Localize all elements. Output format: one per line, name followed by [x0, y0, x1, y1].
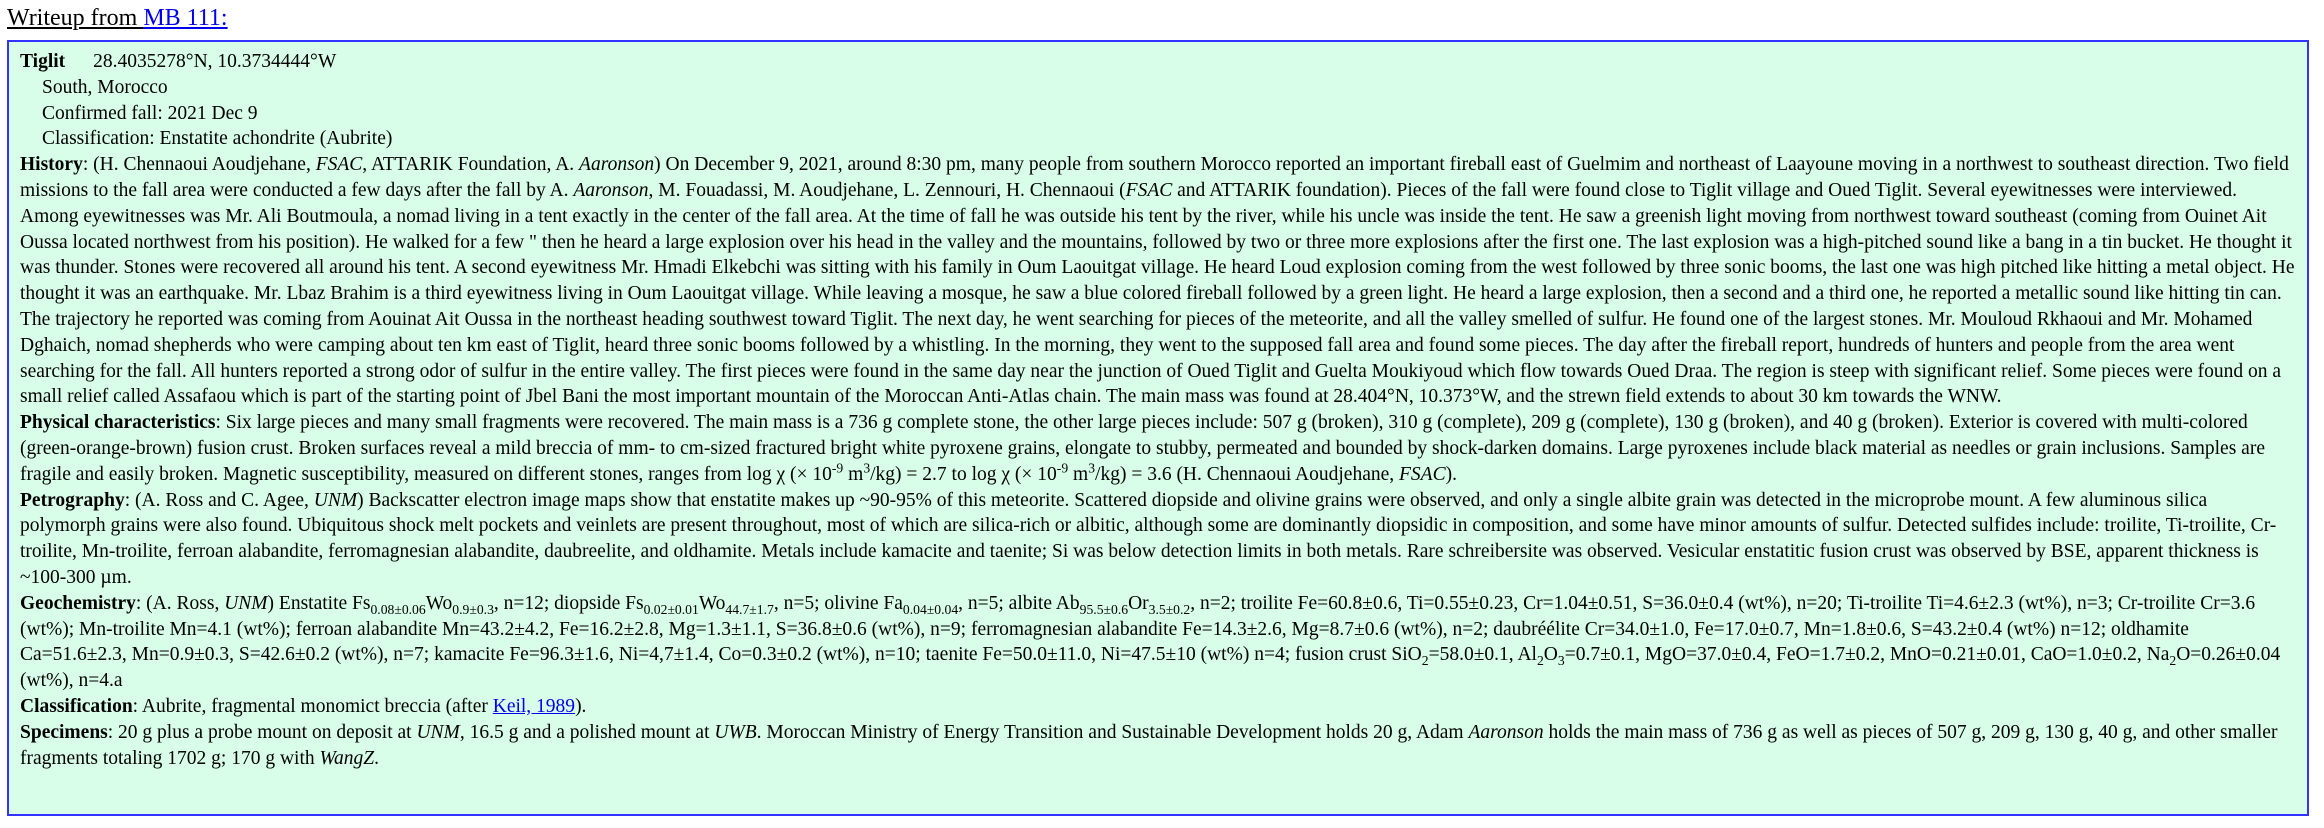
- petrography-label: Petrography: [20, 489, 125, 511]
- physical-label: Physical characteristics: [20, 412, 216, 434]
- meteorite-location: South, Morocco: [42, 76, 168, 98]
- meteorite-fall: Confirmed fall: 2021 Dec 9: [42, 102, 258, 124]
- classification-paragraph: Classification: Aubrite, fragmental monomict breccia (after Keil, 1989).: [20, 695, 587, 717]
- petrography-paragraph: Petrography: (A. Ross and C. Agee, UNM) Backscatter electron image maps show that enstatite makes up ~90-95% of this meteorite. Scattered diopside and olivine grains were observed, and only a single albite grain was detected in the microprobe mount. A few aluminous silica polymorph grains were also found. Ubiquitous shock melt pockets and veinlets are present throughout, most of which are silica-rich or albitic, although some are dominantly diopsidic in composition, and some have minor amounts of sulfur. Detected sulfides include: troilite, Ti-troilite, Cr-troilite, Mn-troilite, ferroan alabandite, ferromagnesian alabandite, daubreelite, and oldhamite. Metals include kamacite and taenite; Si was below detection limits in both metals. Rare schreibersite was observed. Vesicular enstatitic fusion crust was observed by BSE, apparent thickness is ~100-300 µm.: [20, 489, 2277, 588]
- mb111-link[interactable]: MB 111:: [143, 5, 228, 31]
- keil-1989-link[interactable]: Keil, 1989: [492, 695, 576, 717]
- meteorite-header: [20, 49, 2296, 75]
- specimens-paragraph: Specimens: 20 g plus a probe mount on deposit at UNM, 16.5 g and a polished mount at UWB. Moroccan Ministry of Energy Transition and Sustainable Development holds 20 g, Adam Aaronson holds the main mass of 736 g as well as pieces of 507 g, 209 g, 130 g, 40 g, and other smaller fragments totaling 1702 g; 170 g with WangZ.: [20, 721, 2278, 769]
- meteorite-coordinates: 28.4035278°N, 10.3734444°W: [93, 51, 337, 72]
- meteorite-classification: Classification: Enstatite achondrite (Aubrite): [42, 128, 393, 150]
- meteorite-name: Tiglit: [20, 51, 66, 72]
- geochemistry-label: Geochemistry: [20, 592, 136, 614]
- classification-label: Classification: [20, 695, 133, 717]
- specimens-label: Specimens: [20, 721, 108, 743]
- history-paragraph: History: (H. Chennaoui Aoudjehane, FSAC, ATTARIK Foundation, A. Aaronson) On December 9, 2021, around 8:30 pm, many people from southern Morocco reported an important fireball east of Guelmim and northeast of Laayoune moving in a northwest to southeast direction. Two field missions to the fall area were conducted a few days after the fall by A. Aaronson, M. Fouadassi, M. Aoudjehane, L. Zennouri, H. Chennaoui (FSAC and ATTARIK foundation). Pieces of the fall were found close to Tiglit village and Oued Tiglit. Several eyewitnesses were interviewed. Among eyewitnesses was Mr. Ali Boutmoula, a nomad living in a tent exactly in the center of the fall area. At the time of fall he was outside his tent by the river, while his uncle was inside the tent. He saw a greenish light moving from northwest toward southeast (coming from Ouinet Ait Oussa located northwest from his position). He walked for a few " then he heard a large explosion over his head in the valley and the mountains, followed by two or three more explosions after the first one. The last explosion was a high-pitched sound like a bang in a tin bucket. He thought it was thunder. Stones were recovered all around his tent. A second eyewitness Mr. Hmadi Elkebchi was sitting with his family in Oum Laouitgat village. He heard Loud explosion coming from the west followed by three sonic booms, the last one was high pitched like hitting a metal object. He thought it was an earthquake. Mr. Lbaz Brahim is a third eyewitness living in Oum Laouitgat village. While leaving a mosque, he saw a blue colored fireball followed by a green light. He heard a large explosion, then a second and a third one, he reported a metallic sound like hitting tin can. The trajectory he reported was coming from Aouinat Ait Oussa in the northeast heading southwest toward Tiglit. The next day, he went searching for pieces of the meteorite, and all the valley smelled of sulfur. He found one of the largest stones. Mr. Mouloud Rkhaoui and Mr. Mohamed Dghaich, nomad shepherds who were camping about ten km east of Tiglit, heard three sonic booms followed by a whistling. In the morning, they went to the supposed fall area and found some pieces. The day after the fireball report, hundreds of hunters and people from the area went searching for the fall. All hunters reported a strong odor of sulfur in the entire valley. The first pieces were found in the same day near the junction of Oued Tiglit and Guelta Moukiyoud which flow towards Oued Draa. The region is steep with significant relief. Some pieces were found on a small relief called Assafaou which is part of the starting point of Jbel Bani the most important mountain of the Moroccan Anti-Atlas chain. The main mass was found at 28.404°N, 10.373°W, and the strewn field extends to about 30 km towards the WNW.: [20, 154, 2295, 408]
- geochemistry-paragraph: Geochemistry: (A. Ross, UNM) Enstatite $Fs_{0.08\pm 0.06}Wo_{0.9\pm 0.3}$, n=12; diopside $Fs_{0.02\pm 0.01}Wo_{44.7\pm 1.7}$, n=5; olivine $Fa_{0.04\pm 0.04}$, n=5; albite $Ab_{95.5\pm 0.6}Or_{3.5\pm 0.2}$, n=2; troilite Fe=60.8±0.6, Ti=0.55±0.23, Cr=1.04±0.51, S=36.0±0.4 (wt%), n=20; Ti-troilite Ti=4.6±2.3 (wt%), n=3; Cr-troilite Cr=3.6 (wt%); Mn-troilite Mn=4.1 (wt%); ferroan alabandite Mn=43.2±4.2, Fe=16.2±2.8, Mg=1.3±1.1, S=36.8±0.6 (wt%), n=9; ferromagnesian alabandite Fe=14.3±2.6, Mg=8.7±0.6 (wt%), n=2; daubréélite Cr=34.0±1.0, Fe=17.0±0.7, Mn=1.8±0.6, S=43.2±0.4 (wt%) n=12; oldhamite Ca=51.6±2.3, Mn=0.9±0.3, S=42.6±0.2 (wt%), n=7; kamacite Fe=96.3±1.6, Ni=4,7±1.4, Co=0.3±0.2 (wt%), n=10; taenite Fe=50.0±11.0, Ni=47.5±10 (wt%) n=4; fusion crust SiO$_2$=58.0±0.1, $Al_2O_3=0.7\pm 0.1$, MgO=37.0±0.4, FeO=1.7±0.2, MnO=0.21±0.01, CaO=1.0±0.2, $Na_2O=0.26\pm 0.04$ (wt%), n=4.a: [20, 592, 2281, 692]
- physical-paragraph: Physical characteristics: Six large pieces and many small fragments were recovered. The main mass is a 736 g complete stone, the other large pieces include: 507 g (broken), 310 g (complete), 209 g (complete), 130 g (broken), and 40 g (broken). Exterior is covered with multi-colored (green-orange-brown) fusion crust. Broken surfaces reveal a mild breccia of mm- to cm-sized fractured bright white pyroxene grains, elongate to stubby, permeated and bounded by shock-darken domains. Large pyroxenes include black material as needles or grain inclusions. Samples are fragile and easily broken. Magnetic susceptibility, measured on different stones, ranges from log χ (× $10^{-9}$ $m^3/kg) = 2.7$ to log χ (× $10^{-9}$ $m^3/kg) = 3.6$ (H. Chennaoui Aoudjehane, FSAC).: [20, 412, 2265, 485]
- history-label: History: [20, 154, 83, 176]
- writeup-heading: Writeup from MB 111:: [7, 5, 228, 31]
- writeup-box: [7, 40, 2309, 816]
